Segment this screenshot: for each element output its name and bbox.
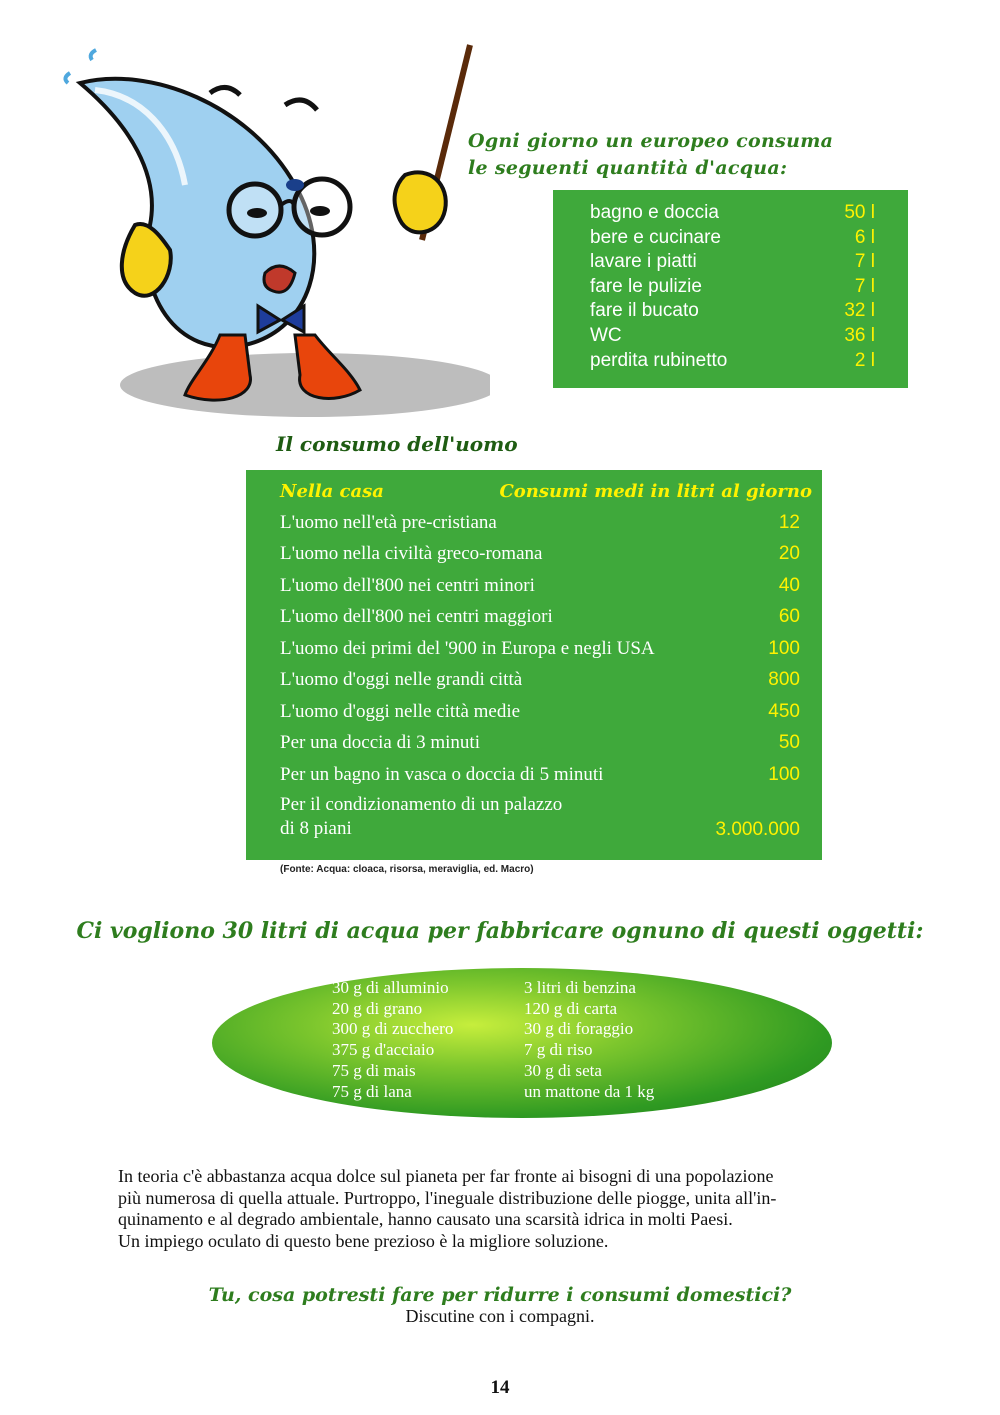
daily-value: 7 l xyxy=(854,251,875,273)
table-row xyxy=(280,539,800,571)
row-label xyxy=(280,791,704,844)
daily-label: bere e cucinare xyxy=(590,226,721,248)
objects-ellipse xyxy=(212,968,832,1118)
list-item: 30 g di seta xyxy=(524,1060,602,1080)
row-label-line-1: Per il condizionamento di un palazzo xyxy=(280,793,563,815)
daily-value: 32 l xyxy=(844,300,875,322)
daily-consumption-intro xyxy=(468,128,833,182)
daily-label: WC xyxy=(590,324,622,346)
row-value: 50 xyxy=(778,732,800,754)
source-note: (Fonte: Acqua: cloaca, risorsa, meraviglia, ed. Macro) xyxy=(280,864,534,875)
row-value: 800 xyxy=(768,669,800,691)
row-value: 100 xyxy=(768,637,800,659)
daily-label: fare il bucato xyxy=(590,300,699,322)
row-label: L'uomo nell'età pre-cristiana xyxy=(280,511,497,533)
list-item: 120 g di carta xyxy=(524,998,617,1018)
daily-row xyxy=(590,250,875,275)
table-row xyxy=(280,507,800,539)
daily-label: lavare i piatti xyxy=(590,251,697,273)
header-units: Consumi medi in litri al giorno xyxy=(499,481,812,502)
intro-line-1: Ogni giorno un europeo consuma xyxy=(468,130,834,152)
human-consumption-header xyxy=(280,481,812,502)
discussion-prompt: Discutine con i compagni. xyxy=(405,1306,595,1326)
row-label: L'uomo dei primi del '900 in Europa e negli USA xyxy=(280,637,655,659)
daily-value: 7 l xyxy=(854,275,875,297)
daily-value: 36 l xyxy=(844,324,875,346)
list-item: 375 g d'acciaio xyxy=(332,1040,435,1060)
daily-row xyxy=(590,226,875,251)
daily-usage-table xyxy=(590,201,875,373)
row-label: L'uomo d'oggi nelle grandi città xyxy=(280,669,523,691)
daily-row xyxy=(590,299,875,324)
table-row xyxy=(280,759,800,791)
table-row xyxy=(280,570,800,602)
table-row xyxy=(280,602,800,634)
paragraph-line: quinamento e al degrado ambientale, hanno causato una scarsità idrica in molti Paesi. xyxy=(118,1209,733,1229)
paragraph-line: Un impiego oculato di questo bene prezioso è la migliore soluzione. xyxy=(118,1230,609,1251)
water-drop-mascot-icon xyxy=(60,35,490,430)
table-row xyxy=(280,791,800,844)
daily-row xyxy=(590,201,875,226)
list-item: 7 g di riso xyxy=(524,1040,593,1060)
body-paragraph xyxy=(118,1166,958,1252)
row-value: 40 xyxy=(778,574,800,596)
table-row xyxy=(280,728,800,760)
row-value: 450 xyxy=(768,700,800,722)
row-label: Per un bagno in vasca o doccia di 5 minuti xyxy=(280,763,604,785)
row-label: L'uomo d'oggi nelle città medie xyxy=(280,700,521,722)
daily-value: 50 l xyxy=(844,202,875,223)
row-value: 12 xyxy=(778,511,800,533)
daily-label: fare le pulizie xyxy=(590,275,702,297)
objects-list-right xyxy=(524,978,654,1102)
row-label: L'uomo dell'800 nei centri maggiori xyxy=(280,606,553,628)
paragraph-line: In teoria c'è abbastanza acqua dolce sul pianeta per far fronte ai bisogni di una popolazione xyxy=(118,1166,774,1186)
daily-value: 2 l xyxy=(854,349,875,371)
row-value: 60 xyxy=(778,606,800,628)
list-item: 300 g di zucchero xyxy=(332,1019,454,1039)
table-row xyxy=(280,633,800,665)
row-label: Per una doccia di 3 minuti xyxy=(280,732,480,754)
row-label-line-2: di 8 piani xyxy=(280,817,352,839)
list-item: 75 g di lana xyxy=(332,1081,412,1101)
row-label: L'uomo nella civiltà greco-romana xyxy=(280,543,543,565)
list-item: 30 g di alluminio xyxy=(332,978,449,997)
discussion-question: Tu, cosa potresti fare per ridurre i consumi domestici? xyxy=(208,1284,792,1306)
daily-label: bagno e doccia xyxy=(590,202,719,223)
list-item: 3 litri di benzina xyxy=(524,978,636,997)
header-location: Nella casa xyxy=(280,481,384,502)
objects-list-left xyxy=(332,978,453,1102)
row-label: L'uomo dell'800 nei centri minori xyxy=(280,574,535,596)
paragraph-line: più numerosa di quella attuale. Purtroppo, l'ineguale distribuzione delle piogge, unita all'in- xyxy=(118,1187,777,1208)
thirty-liters-title: Ci vogliono 30 litri di acqua per fabbricare ognuno di questi oggetti: xyxy=(76,918,924,944)
right-glove xyxy=(395,172,446,232)
page-number: 14 xyxy=(490,1377,510,1398)
daily-row xyxy=(590,324,875,349)
table-row xyxy=(280,665,800,697)
list-item: 75 g di mais xyxy=(332,1060,416,1080)
table-row xyxy=(280,696,800,728)
list-item: 20 g di grano xyxy=(332,998,423,1018)
daily-label: perdita rubinetto xyxy=(590,349,728,371)
row-value: 20 xyxy=(778,543,800,565)
daily-value: 6 l xyxy=(854,226,875,248)
row-value: 100 xyxy=(768,763,800,785)
daily-row xyxy=(590,349,875,374)
list-item: 30 g di foraggio xyxy=(524,1019,634,1039)
list-item: un mattone da 1 kg xyxy=(524,1081,655,1101)
row-value: 3.000.000 xyxy=(715,818,800,840)
intro-line-2: le seguenti quantità d'acqua: xyxy=(468,157,788,179)
human-consumption-title: Il consumo dell'uomo xyxy=(276,432,518,456)
human-consumption-table xyxy=(280,507,800,844)
daily-row xyxy=(590,275,875,300)
